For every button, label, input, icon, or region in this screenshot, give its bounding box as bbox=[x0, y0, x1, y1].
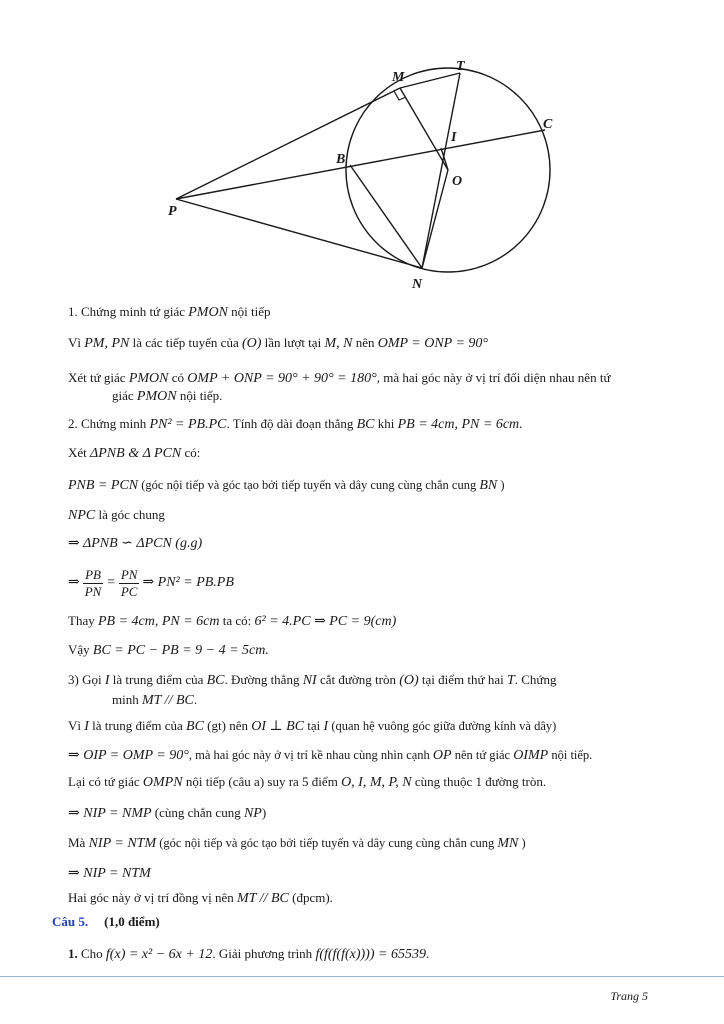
fraction-pb-pn: $\frac{PB}{PN}$ bbox=[84, 566, 102, 599]
tangent-pn bbox=[176, 199, 422, 268]
fraction-pn-pc: $\frac{PN}{PC}$ bbox=[120, 566, 138, 599]
part2-heading: 2. Chứng minh PN² = PB.PC. Tính độ dài đoạn thẳng BC khi PB = 4cm, PN = 6cm. bbox=[68, 416, 523, 432]
question-5-label: Câu 5. bbox=[52, 914, 89, 929]
label-m: M bbox=[392, 70, 405, 85]
segment-bn bbox=[350, 165, 422, 268]
line-similar-triangles: ⇒ ΔPNB ∽ ΔPCN (g.g) bbox=[68, 536, 203, 551]
segment-om bbox=[400, 88, 448, 170]
tangent-pm bbox=[176, 88, 400, 199]
line-five-points: Lại có tứ giác OMPN nội tiếp (câu a) suy ra 5 điểm O, I, M, P, N cùng thuộc 1 đường tròn. bbox=[68, 774, 547, 790]
label-b: B bbox=[336, 152, 346, 167]
question-5-heading bbox=[52, 914, 692, 930]
page-number: Trang 5 bbox=[610, 989, 648, 1003]
label-c: C bbox=[543, 117, 553, 132]
line-bc-result: Vậy BC = PC − PB = 9 − 4 = 5cm. bbox=[68, 642, 269, 658]
line-oimp-cyclic: ⇒ OIP = OMP = 90°, mà hai góc này ở vị trí kề nhau cùng nhìn cạnh OP nên tứ giác OIMP nội tiếp. bbox=[68, 748, 593, 763]
line-ratio: ⇒ $\frac{PB}{PN}$ = $\frac{PN}{PC}$ ⇒ PN² = PB.PB bbox=[68, 566, 234, 599]
line-conclusion: Hai góc này ở vị trí đồng vị nên MT // BC (đpcm). bbox=[68, 890, 333, 906]
segment-on bbox=[422, 170, 448, 268]
question-5-points: (1,0 điểm) bbox=[104, 914, 160, 929]
line-nip-nmp: ⇒ NIP = NMP (cùng chắn cung NP) bbox=[68, 805, 267, 821]
label-t: T bbox=[456, 59, 465, 74]
line-consider-triangles: Xét ΔPNB & Δ PCN có: bbox=[68, 445, 201, 461]
part1-heading: 1. Chứng minh tứ giác PMON nội tiếp bbox=[68, 304, 271, 320]
part3-heading: 3) Gọi I là trung điểm của BC. Đường thẳng NI cắt đường tròn (O) tại điểm thứ hai T. Chứng bbox=[68, 672, 557, 688]
line-quad-sum: Xét tứ giác PMON có OMP + ONP = 90° + 90° = 180°, mà hai góc này ở vị trí đối diện nhau nên tứ bbox=[68, 370, 611, 386]
line-nip-ntm: ⇒ NIP = NTM bbox=[68, 866, 151, 881]
line-angle-equality: PNB = PCN (góc nội tiếp và góc tạo bởi tiếp tuyến và dây cung cùng chắn cung BN ) bbox=[68, 478, 505, 493]
geometry-figure bbox=[0, 0, 724, 300]
line-nip-ntm-reason: Mà NIP = NTM (góc nội tiếp và góc tạo bởi tiếp tuyến và dây cung cùng chắn cung MN ) bbox=[68, 835, 526, 851]
line-common-angle: NPC là góc chung bbox=[68, 507, 165, 523]
label-n: N bbox=[412, 277, 423, 292]
label-p: P bbox=[168, 204, 177, 219]
question-5-part1: 1. Cho f(x) = x² − 6x + 12. Giải phương trình f(f(f(f(x)))) = 65539. bbox=[68, 946, 430, 962]
secant-pc bbox=[176, 130, 545, 199]
footer-divider bbox=[0, 976, 724, 977]
line-quad-conclusion: giác PMON nội tiếp. bbox=[112, 388, 223, 404]
label-i: I bbox=[451, 130, 457, 145]
part3-heading-cont: minh MT // BC. bbox=[112, 692, 198, 708]
segment-nt bbox=[422, 73, 463, 268]
line-midpoint-perpendicular: Vì I là trung điểm của BC (gt) nên OI ⊥ BC tại I (quan hệ vuông góc giữa đường kính và dây) bbox=[68, 718, 557, 734]
label-o: O bbox=[452, 174, 463, 189]
line-tangent-reason: Vì PM, PN là các tiếp tuyến của (O) lần lượt tại M, N nên OMP = ONP = 90° bbox=[68, 335, 489, 351]
line-substitute: Thay PB = 4cm, PN = 6cm ta có: 6² = 4.PC ⇒ PC = 9(cm) bbox=[68, 613, 397, 629]
